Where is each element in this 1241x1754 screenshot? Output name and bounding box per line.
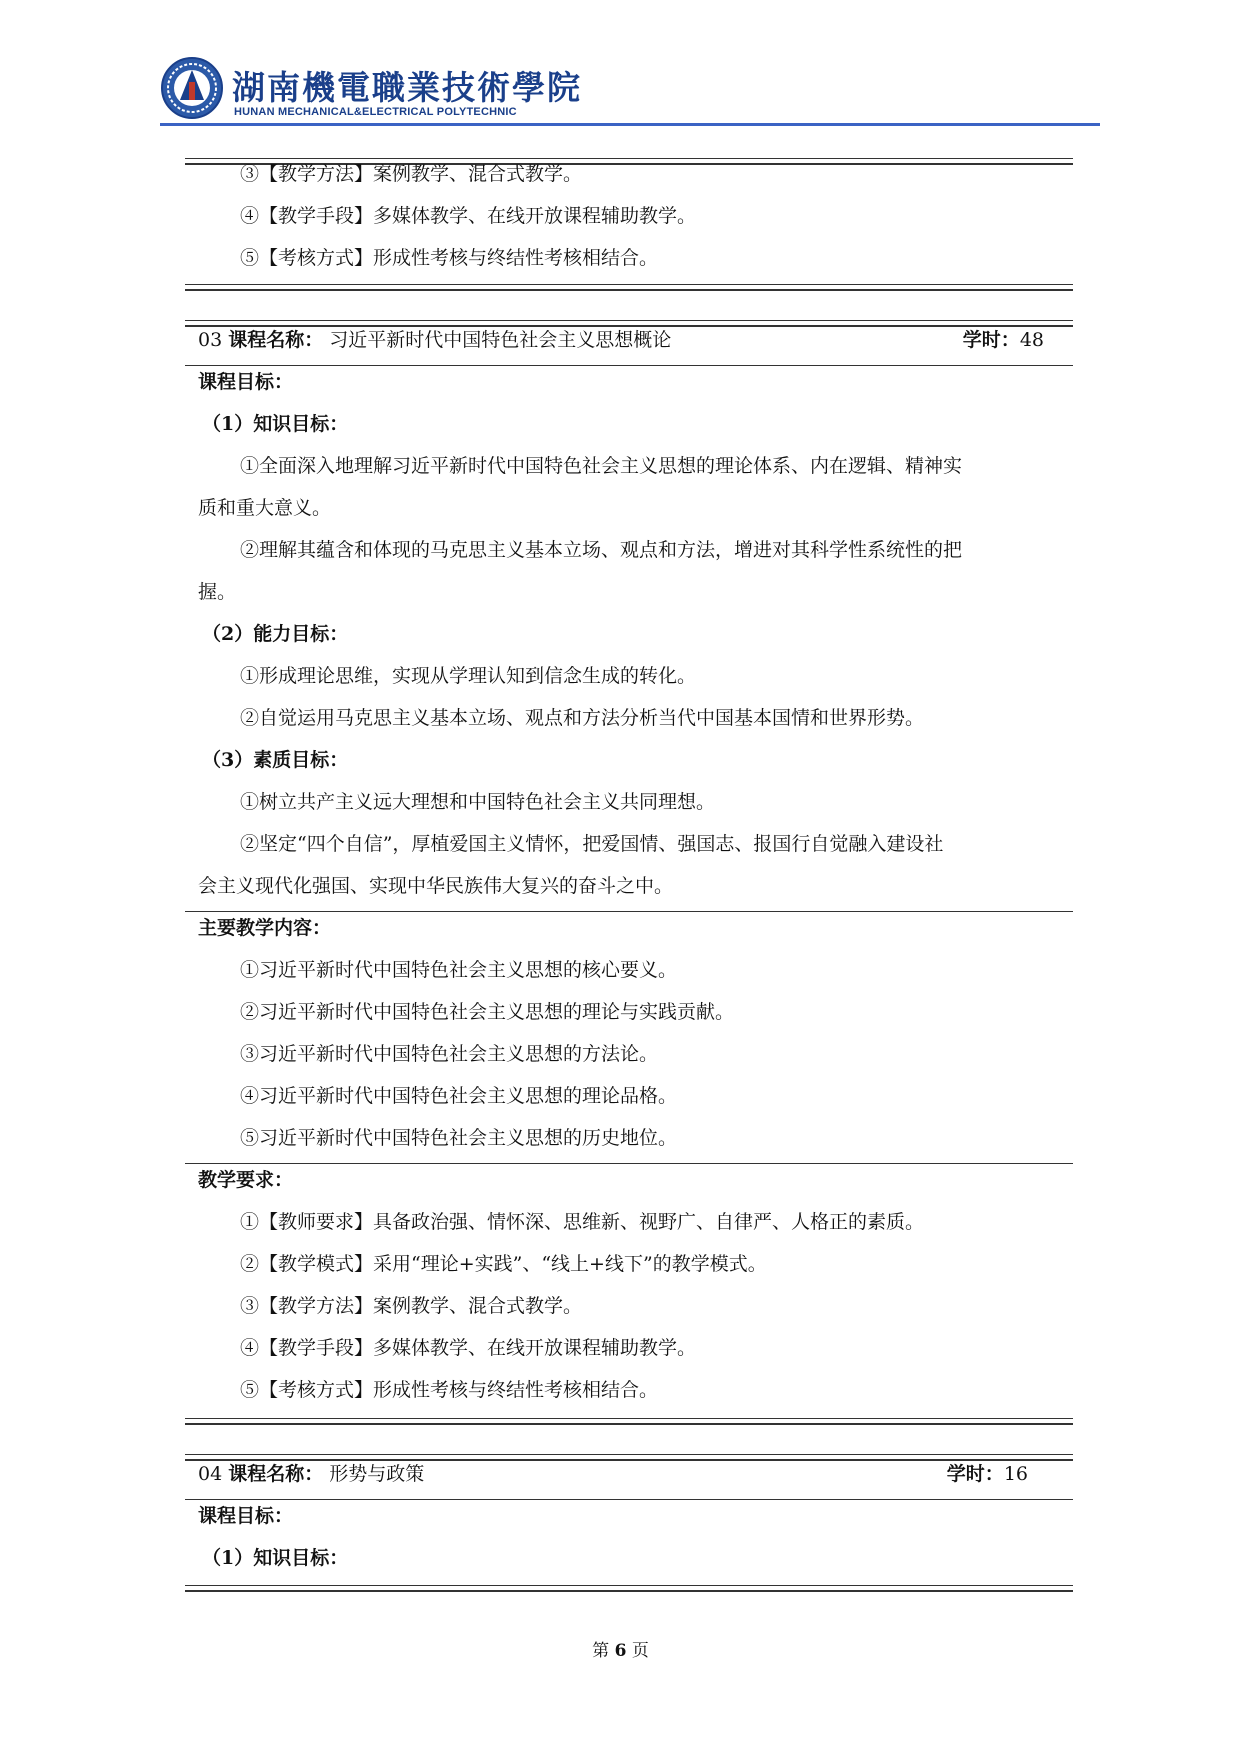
course03-content-4: ④习近平新时代中国特色社会主义思想的理论品格。 (240, 1085, 678, 1107)
course04-name: 形势与政策 (329, 1463, 425, 1485)
course03-quality-2a: ②坚定“四个自信”，厚植爱国主义情怀，把爱国情、强国志、报国行自觉融入建设社 (240, 833, 944, 855)
course04-number: 04 (198, 1463, 223, 1485)
school-name-en: HUNAN MECHANICAL&ELECTRICAL POLYTECHNIC (234, 106, 517, 118)
course03-name-label: 课程名称： (228, 329, 324, 351)
course03-knowledge-title: （1）知识目标： (202, 413, 349, 435)
page-number-value: 6 (614, 1641, 627, 1661)
course04-title-row (198, 1459, 1028, 1489)
course03-number: 03 (198, 329, 223, 351)
course03-req-1: ①【教师要求】具备政治强、情怀深、思维新、视野广、自律严、人格正的素质。 (240, 1211, 925, 1233)
school-logo-icon (160, 56, 224, 120)
page-number-suffix: 页 (631, 1641, 649, 1661)
course03-req-4: ④【教学手段】多媒体教学、在线开放课程辅助教学。 (240, 1337, 697, 1359)
course03-ability-1: ①形成理论思维，实现从学理认知到信念生成的转化。 (240, 665, 697, 687)
page-header (160, 52, 1100, 132)
course03-content-5: ⑤习近平新时代中国特色社会主义思想的历史地位。 (240, 1127, 678, 1149)
prev-item-4: ④【教学手段】多媒体教学、在线开放课程辅助教学。 (240, 205, 697, 227)
course03-req-rule (185, 1163, 1073, 1164)
course04-goals-title: 课程目标： (198, 1505, 294, 1527)
prev-item-3: ③【教学方法】案例教学、混合式教学。 (240, 163, 583, 185)
course03-content-rule (185, 911, 1073, 912)
section-bottom-rule (185, 284, 1073, 291)
course04-hours-value: 16 (1003, 1463, 1028, 1485)
header-rule (160, 123, 1100, 126)
page-bottom-rule (185, 1585, 1073, 1592)
course03-quality-2b: 会主义现代化强国、实现中华民族伟大复兴的奋斗之中。 (198, 875, 674, 897)
school-name-cn: 湖南機電職業技術學院 (232, 68, 582, 107)
course04-name-label: 课程名称： (228, 1463, 324, 1485)
course04-title-rule (185, 1499, 1073, 1500)
course03-req-title: 教学要求： (198, 1169, 294, 1191)
course03-title-rule (185, 365, 1073, 366)
course03-req-2: ②【教学模式】采用“理论+实践”、“线上+线下”的教学模式。 (240, 1253, 767, 1275)
course03-goals-title: 课程目标： (198, 371, 294, 393)
page-number-prefix: 第 (592, 1641, 610, 1661)
course03-hours-label: 学时： (962, 329, 1020, 351)
course04-hours (947, 1459, 1028, 1486)
course03-quality-1: ①树立共产主义远大理想和中国特色社会主义共同理想。 (240, 791, 716, 813)
course03-knowledge-1b: 质和重大意义。 (198, 497, 332, 519)
course03-content-2: ②习近平新时代中国特色社会主义思想的理论与实践贡献。 (240, 1001, 735, 1023)
course04-knowledge-title: （1）知识目标： (202, 1547, 349, 1569)
course03-ability-2: ②自觉运用马克思主义基本立场、观点和方法分析当代中国基本国情和世界形势。 (240, 707, 925, 729)
course03-knowledge-2b: 握。 (198, 581, 237, 603)
course03-req-3: ③【教学方法】案例教学、混合式教学。 (240, 1295, 583, 1317)
course03-ability-title: （2）能力目标： (202, 623, 349, 645)
course03-quality-title: （3）素质目标： (202, 749, 349, 771)
course04-hours-label: 学时： (946, 1463, 1004, 1485)
course03-bottom-rule (185, 1418, 1073, 1425)
course03-hours-value: 48 (1019, 329, 1044, 351)
course03-knowledge-1a: ①全面深入地理解习近平新时代中国特色社会主义思想的理论体系、内在逻辑、精神实 (240, 455, 963, 477)
page-number (0, 1636, 1241, 1661)
course03-content-1: ①习近平新时代中国特色社会主义思想的核心要义。 (240, 959, 678, 981)
course03-title-row (198, 325, 1044, 355)
course03-knowledge-2a: ②理解其蕴含和体现的马克思主义基本立场、观点和方法，增进对其科学性系统性的把 (240, 539, 963, 561)
course03-hours (963, 325, 1044, 352)
course03-content-title: 主要教学内容： (198, 917, 332, 939)
course03-name: 习近平新时代中国特色社会主义思想概论 (329, 329, 672, 351)
course03-content-3: ③习近平新时代中国特色社会主义思想的方法论。 (240, 1043, 659, 1065)
prev-item-5: ⑤【考核方式】形成性考核与终结性考核相结合。 (240, 247, 659, 269)
course03-req-5: ⑤【考核方式】形成性考核与终结性考核相结合。 (240, 1379, 659, 1401)
